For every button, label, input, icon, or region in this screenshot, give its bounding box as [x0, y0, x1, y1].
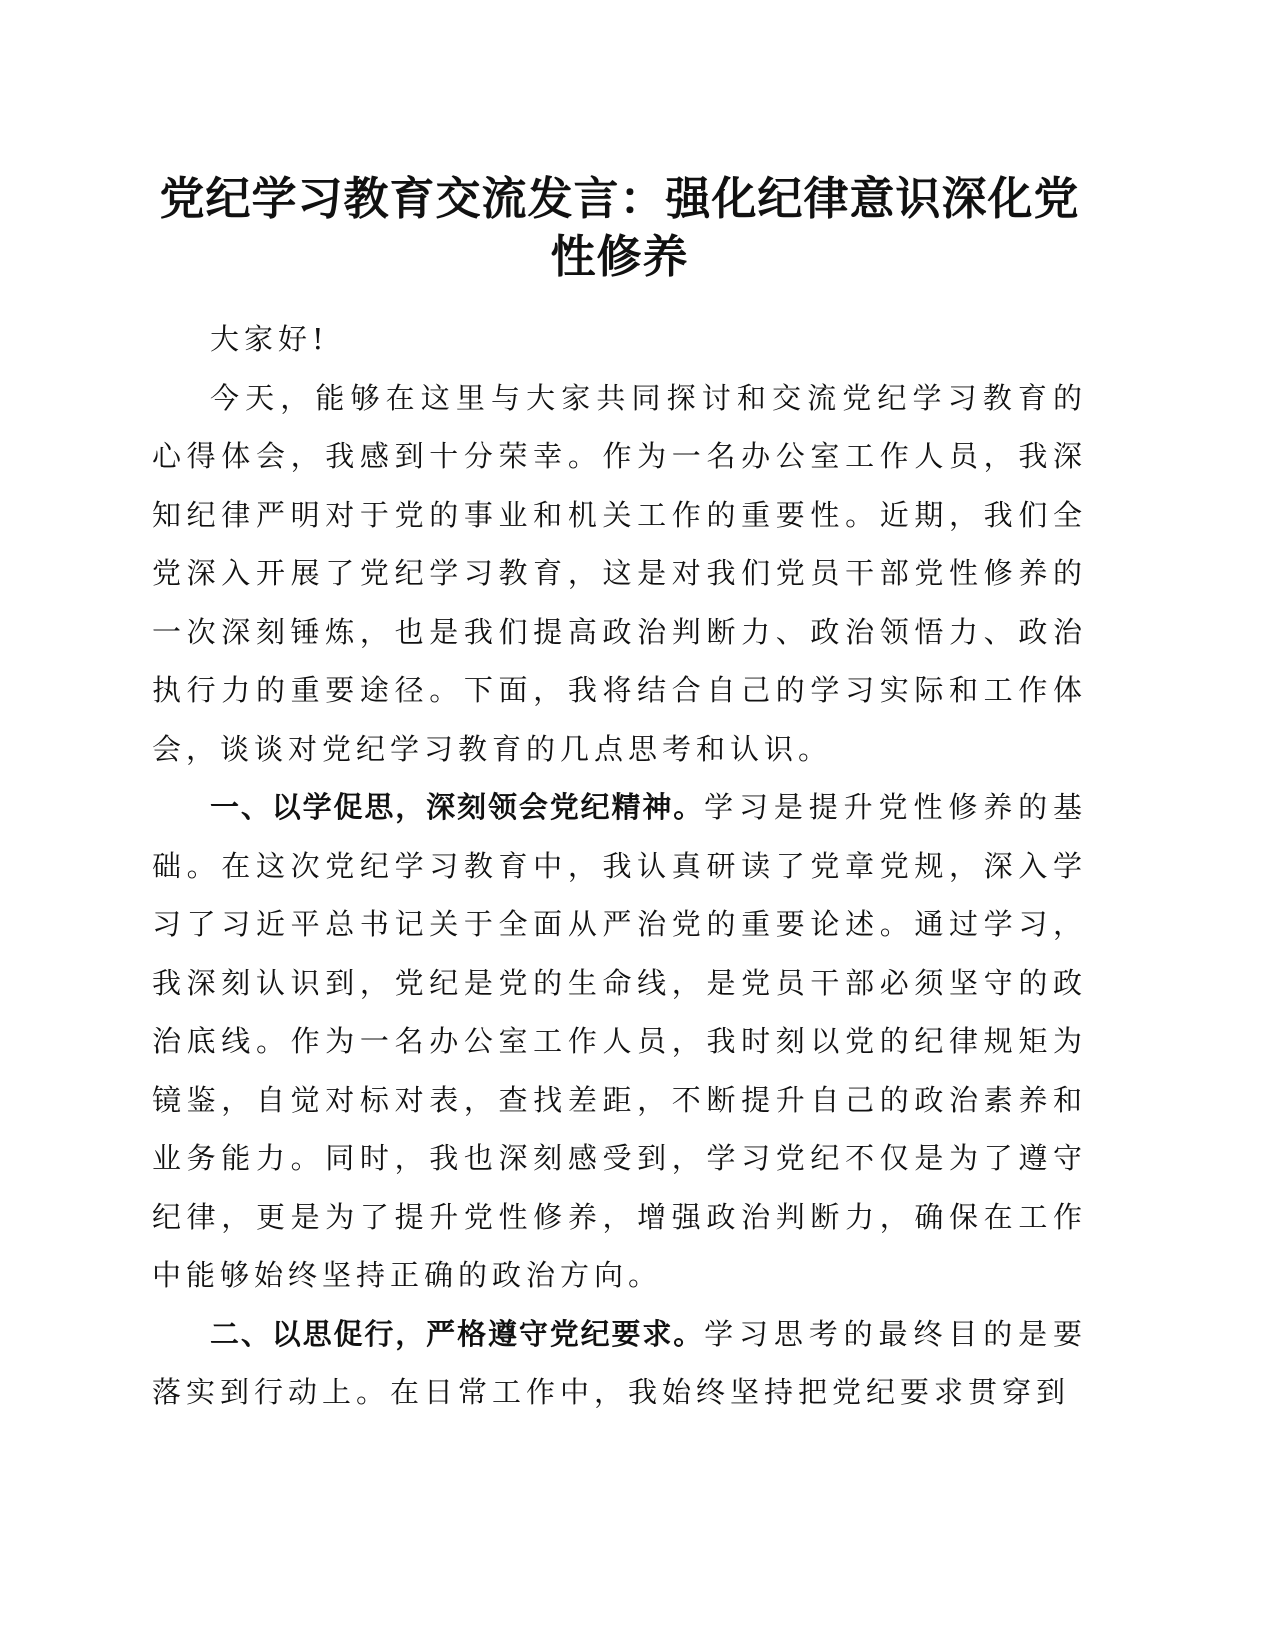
section-1-paragraph	[152, 778, 1087, 1305]
document-page	[152, 170, 1087, 1422]
document-title	[152, 170, 1087, 286]
section-1-heading: 一、以学促思，深刻领会党纪精神。	[210, 790, 705, 824]
title-line-1: 党纪学习教育交流发言：强化纪律意识深化党	[159, 172, 1080, 225]
document-body	[152, 310, 1087, 1422]
title-line-2: 性修养	[550, 230, 689, 283]
intro-paragraph: 今天，能够在这里与大家共同探讨和交流党纪学习教育的心得体会，我感到十分荣幸。作为一名办公室工作人员，我深知纪律严明对于党的事业和机关工作的重要性。近期，我们全党深入开展了党纪学习教育，这是对我们党员干部党性修养的一次深刻锤炼，也是我们提高政治判断力、政治领悟力、政治执行力的重要途径。下面，我将结合自己的学习实际和工作体会，谈谈对党纪学习教育的几点思考和认识。	[152, 380, 1087, 766]
section-2-text: 学习思考的最终目的是要落实到行动上。在日常工作中，我始终坚持把党纪要求贯穿到	[152, 1316, 1087, 1409]
section-1-text: 学习是提升党性修养的基础。在这次党纪学习教育中，我认真研读了党章党规，深入学习了习近平总书记关于全面从严治党的重要论述。通过学习，我深刻认识到，党纪是党的生命线，是党员干部必须坚守的政治底线。作为一名办公室工作人员，我时刻以党的纪律规矩为镜鉴，自觉对标对表，查找差距，不断提升自己的政治素养和业务能力。同时，我也深刻感受到，学习党纪不仅是为了遵守纪律，更是为了提升党性修养，增强政治判断力，确保在工作中能够始终坚持正确的政治方向。	[152, 790, 1087, 1292]
section-2-heading: 二、以思促行，严格遵守党纪要求。	[210, 1316, 705, 1351]
greeting-paragraph: 大家好!	[210, 322, 329, 356]
section-2-paragraph	[152, 1305, 1087, 1422]
